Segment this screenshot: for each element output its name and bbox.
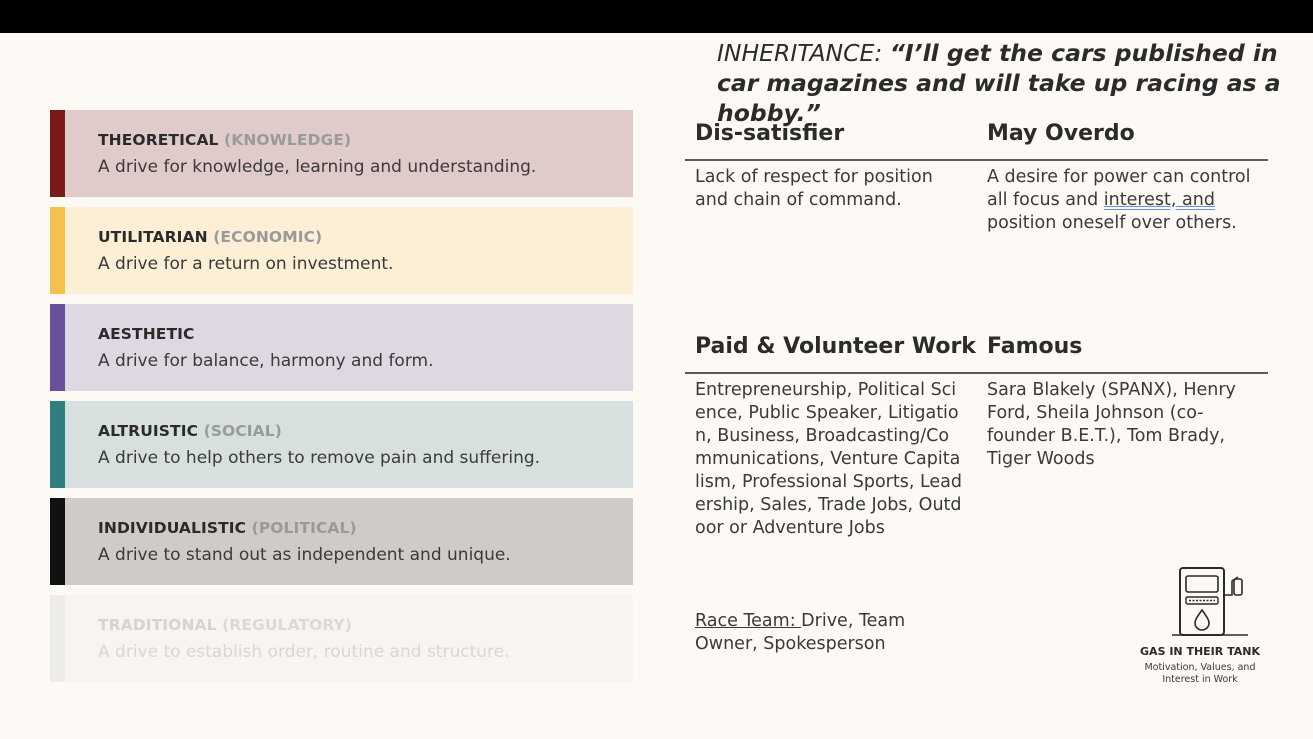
card-title: ALTRUISTIC (SOCIAL) [98,422,282,440]
card-description: A drive for balance, harmony and form. [98,351,434,371]
card-title: INDIVIDUALISTIC (POLITICAL) [98,519,357,537]
race-team-label: Race Team: [695,611,802,631]
overdo-header: May Overdo [987,121,1135,146]
work-text: Entrepreneurship, Political Science, Public Speaker, Litigation, Business, Broadcasting/Communications, Venture Capitalism, Professional Sports, Leadership, Sales, Trade Jobs, Outdoor or Adventure Jobs [695,380,963,538]
card-description: A drive to help others to remove pain and suffering. [98,448,541,468]
famous-text: Sara Blakely (SPANX), Henry Ford, Sheila Johnson (co-founder B.E.T.), Tom Brady, Tiger Woods [987,380,1236,469]
card-aesthetic [50,304,633,391]
card-stripe [50,595,65,682]
card-body [65,401,633,488]
card-stripe [50,304,65,391]
card-stripe [50,110,65,197]
header-divider [685,372,1268,374]
card-title: TRADITIONAL (REGULATORY) [98,616,353,634]
card-title: AESTHETIC [98,325,195,343]
card-stripe [50,207,65,294]
heading-quote: “I’ll get the cars published in car magazines and will take up racing as a hobby.” [717,39,1281,127]
card-title: UTILITARIAN (ECONOMIC) [98,228,323,246]
card-description: A drive for knowledge, learning and understanding. [98,157,537,177]
card-theoretical [50,110,633,197]
card-body [65,304,633,391]
spellcheck-underline: interest, and [1103,190,1215,210]
brand-name: GAS IN THEIR TANK [1140,645,1260,658]
header-divider [685,159,1268,161]
card-body [65,595,633,682]
card-traditional [50,595,633,682]
card-description: A drive to establish order, routine and structure. [98,642,510,662]
brand-tagline: Motivation, Values, and Interest in Work [1144,662,1256,685]
card-stripe [50,401,65,488]
card-altruistic [50,401,633,488]
card-body [65,498,633,585]
card-description: A drive to stand out as independent and unique. [98,545,511,565]
card-title: THEORETICAL (KNOWLEDGE) [98,131,352,149]
card-body [65,207,633,294]
dissatisfier-text: Lack of respect for position and chain of command. [695,167,933,210]
card-individualistic [50,498,633,585]
work-header: Paid & Volunteer Work [695,334,976,359]
race-team-text: Race Team: Drive, Team Owner, Spokesperson [695,611,906,654]
overdo-text: A desire for power can control all focus and interest, and position oneself over others. [987,167,1251,233]
dissatisfier-header: Dis-satisfier [695,121,845,146]
famous-header: Famous [987,334,1083,359]
fuel-pump-icon [1170,565,1250,639]
value-cards [50,110,633,692]
card-utilitarian [50,207,633,294]
card-body [65,110,633,197]
card-description: A drive for a return on investment. [98,254,394,274]
heading-label: INHERITANCE: [717,39,890,67]
card-stripe [50,498,65,585]
top-bar [0,0,1313,33]
inheritance-heading [717,38,1307,128]
